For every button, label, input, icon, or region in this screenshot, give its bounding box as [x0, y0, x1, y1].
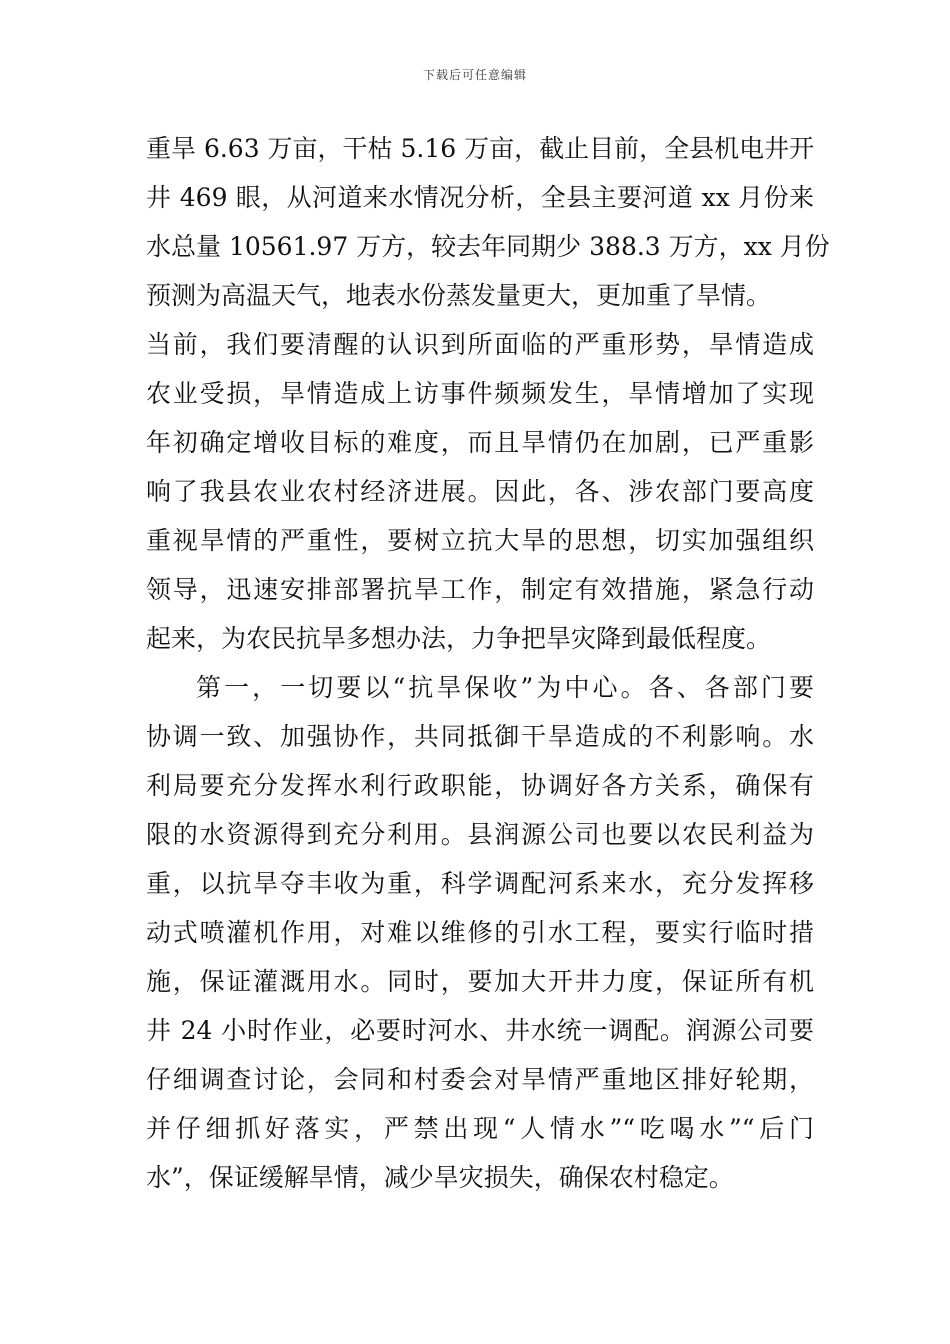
text-line: 利局要充分发挥水利行政职能，协调好各方关系，确保有	[146, 771, 814, 800]
text-line: 施，保证灌溉用水。同时，要加大开井力度，保证所有机	[146, 967, 814, 996]
page-header-note: 下载后可任意编辑	[422, 68, 527, 82]
text-line: 协调一致、加强协作，共同抵御干旱造成的不利影响。水	[146, 722, 814, 751]
text-line: 领导，迅速安排部署抗旱工作，制定有效措施，紧急行动	[146, 575, 814, 604]
text-line: 水”，保证缓解旱情，减少旱灾损失，确保农村稳定。	[146, 1163, 734, 1192]
text-line: 农业受损，旱情造成上访事件频频发生，旱情增加了实现	[146, 379, 814, 408]
text-line: 当前，我们要清醒的认识到所面临的严重形势，旱情造成	[146, 330, 814, 359]
text-line: 动式喷灌机作用，对难以维修的引水工程，要实行临时措	[146, 918, 814, 947]
text-line: 响了我县农业农村经济进展。因此，各、涉农部门要高度	[146, 477, 814, 506]
text-line: 年初确定增收目标的难度，而且旱情仍在加剧，已严重影	[146, 428, 814, 457]
text-line: 重视旱情的严重性，要树立抗大旱的思想，切实加强组织	[146, 526, 814, 555]
text-line: 井 24 小时作业，必要时河水、井水统一调配。润源公司要	[146, 1016, 814, 1045]
document-body	[146, 124, 830, 1202]
text-line: 预测为高温天气，地表水份蒸发量更大，更加重了旱情。	[146, 281, 772, 310]
text-line: 重，以抗旱夺丰收为重，科学调配河系来水，充分发挥移	[146, 869, 814, 898]
text-line: 第一，一切要以“抗旱保收”为中心。各、各部门要	[196, 673, 814, 702]
text-line: 井 469 眼，从河道来水情况分析，全县主要河道 xx 月份来	[146, 183, 814, 212]
text-line: 重旱 6.63 万亩，干枯 5.16 万亩，截止目前，全县机电井开	[146, 134, 815, 163]
text-line: 起来，为农民抗旱多想办法，力争把旱灾降到最低程度。	[146, 624, 772, 653]
text-line: 仔细调查讨论，会同和村委会对旱情严重地区排好轮期，	[146, 1065, 814, 1094]
text-line: 水总量 10561.97 万方，较去年同期少 388.3 万方，xx 月份	[146, 232, 830, 261]
text-line: 并仔细抓好落实，严禁出现“人情水”“吃喝水”“后门	[146, 1114, 814, 1143]
text-line: 限的水资源得到充分利用。县润源公司也要以农民利益为	[146, 820, 814, 849]
